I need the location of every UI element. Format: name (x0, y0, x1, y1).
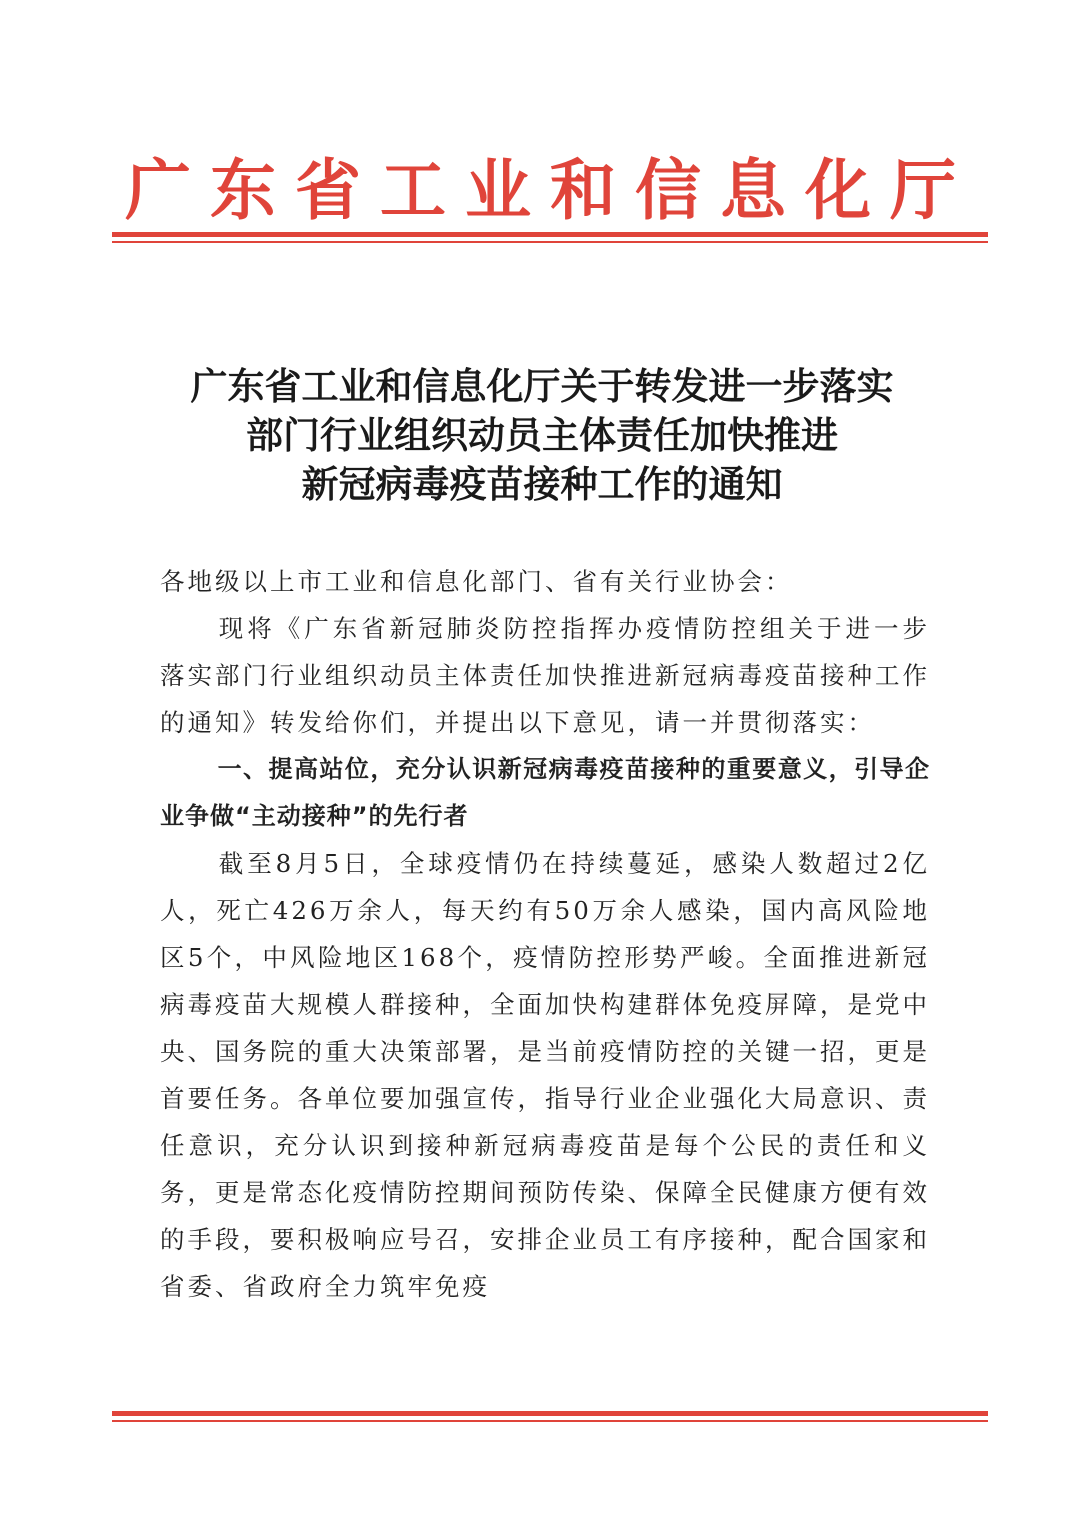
salutation: 各地级以上市工业和信息化部门、省有关行业协会： (160, 567, 793, 596)
footer-divider-thin (112, 1420, 988, 1422)
document-title (110, 362, 974, 509)
document-title-line-3: 新冠病毒疫苗接种工作的通知 (301, 462, 783, 506)
footer-divider-thick (112, 1411, 988, 1416)
masthead-org-name: 广东省工业和信息化厅 (125, 151, 975, 229)
masthead-divider-thick (112, 232, 988, 237)
document-title-line-2: 部门行业组织动员主体责任加快推进 (246, 413, 838, 457)
document-body (160, 558, 930, 1310)
masthead-divider-thin (112, 241, 988, 243)
document-title-line-1: 广东省工业和信息化厅关于转发进一步落实 (190, 364, 894, 408)
section-1-paragraph: 截至8月5日，全球疫情仍在持续蔓延，感染人数超过2亿人，死亡426万余人，每天约有50万余人感染，国内高风险地区5个，中风险地区168个，疫情防控形势严峻。全面推进新冠病毒疫苗大规模人群接种，全面加快构建群体免疫屏障，是党中央、国务院的重大决策部署，是当前疫情防控的关键一招，更是首要任务。各单位要加强宣传，指导行业企业强化大局意识、责任意识，充分认识到接种新冠病毒疫苗是每个公民的责任和义务，更是常态化疫情防控期间预防传染、保障全民健康方便有效的手段，要积极响应号召，安排企业员工有序接种，配合国家和省委、省政府全力筑牢免疫 (160, 849, 930, 1301)
section-1-heading: 一、提高站位，充分认识新冠病毒疫苗接种的重要意义，引导企业争做“主动接种”的先行者 (160, 755, 930, 830)
intro-paragraph: 现将《广东省新冠肺炎防控指挥办疫情防控组关于进一步落实部门行业组织动员主体责任加快推进新冠病毒疫苗接种工作的通知》转发给你们，并提出以下意见，请一并贯彻落实： (160, 614, 930, 737)
